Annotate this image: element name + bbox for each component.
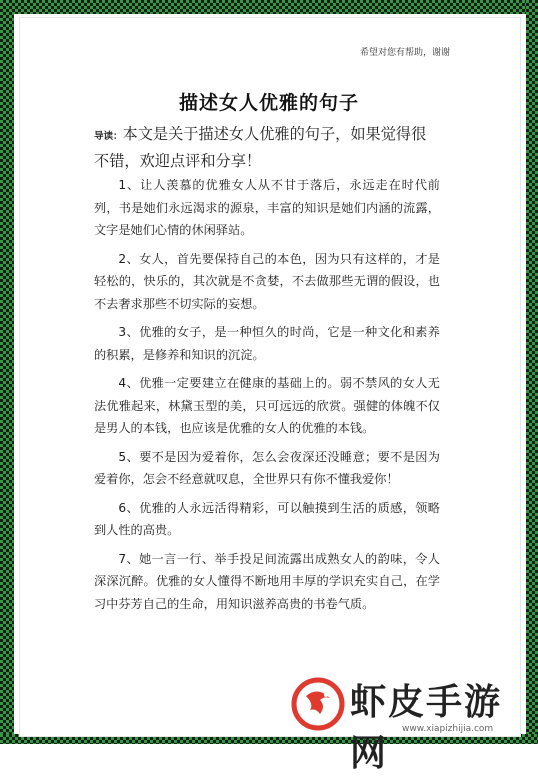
intro-paragraph <box>94 122 440 174</box>
paragraph-3: 3、优雅的女子，是一种恒久的时尚，它是一种文化和素养的积累，是修养和知识的沉淀。 <box>94 325 440 362</box>
checkered-border-top <box>0 0 538 14</box>
watermark-site-name: 虾皮手游网 <box>350 682 503 774</box>
document-title: 描述女人优雅的句子 <box>178 92 359 114</box>
paragraph-7: 7、她一言一行、举手投足间流露出成熟女人的韵味，令人深深沉醉。优雅的女人懂得不断地用丰厚的学识充实自己，在学习中芬芳自己的生命，用知识滋养高贵的书卷气质。 <box>94 551 440 611</box>
shrimp-logo-icon <box>290 676 346 732</box>
document-body <box>94 174 440 621</box>
paragraph-5: 5、要不是因为爱着你，怎么会夜深还没睡意；要不是因为爱着你，怎会不经意就叹息，全世界只有你不懂我爱你！ <box>94 449 440 486</box>
paragraph-1: 1、让人羡慕的优雅女人从不甘于落后，永远走在时代前列，书是她们永远渴求的源泉，丰富的知识是她们内涵的流露，文字是她们心情的休闲驿站。 <box>94 178 440 237</box>
intro-text: 本文是关于描述女人优雅的句子，如果觉得很不错，欢迎点评和分享！ <box>94 125 427 170</box>
watermark-logo <box>290 674 520 774</box>
paragraph-6: 6、优雅的人永远活得精彩，可以触摸到生活的质感，领略到人性的高贵。 <box>94 500 440 537</box>
watermark-url: www.xiapizhijia.com <box>402 724 494 734</box>
header-note: 希望对您有帮助，谢谢 <box>359 48 450 58</box>
paragraph-2: 2、女人，首先要保持自己的本色，因为只有这样的，才是轻松的，快乐的，其次就是不贪婪，不去做那些无谓的假设，也不去奢求那些不切实际的妄想。 <box>94 251 440 311</box>
intro-lead: 导读： <box>94 131 123 142</box>
paragraph-4: 4、优雅一定要建立在健康的基础上的。弱不禁风的女人无法优雅起来，林黛玉型的美，只可远远的欣赏。强健的体魄不仅是男人的本钱，也应该是优雅的女人的优雅的本钱。 <box>94 376 440 435</box>
